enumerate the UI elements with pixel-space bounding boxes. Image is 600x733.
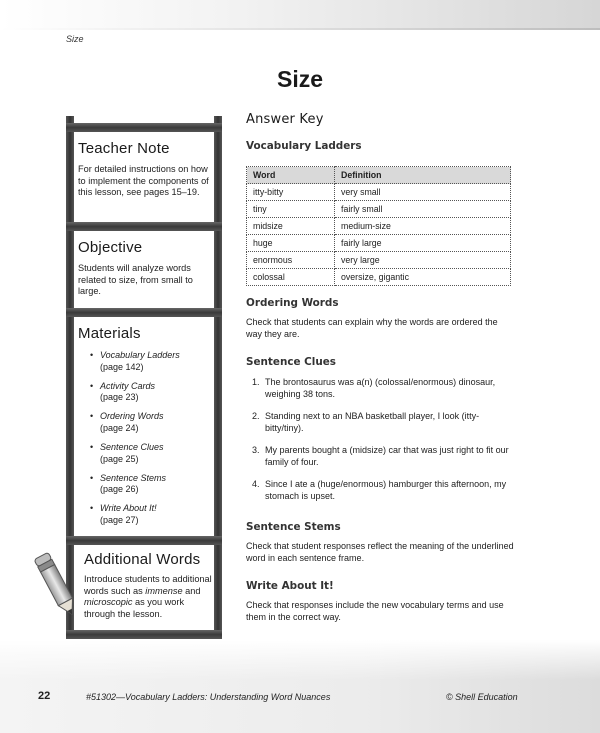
ladder-rung	[66, 222, 222, 231]
write-about-it-text: Check that responses include the new vocabulary terms and use them in the correct way.	[246, 600, 504, 622]
sentence-stems-text: Check that student responses reflect the meaning of the underlined word in each sentence frame.	[246, 541, 514, 563]
materials-list	[78, 350, 212, 527]
word-cell: midsize	[247, 218, 335, 235]
top-decorative-band	[0, 0, 600, 30]
list-item: 4. Since I ate a (huge/enormous) hamburger this afternoon, my stomach is upset.	[252, 479, 507, 501]
teacher-note-box	[78, 140, 212, 199]
table-row	[247, 269, 511, 286]
table-row	[247, 218, 511, 235]
materials-item: • Sentence Clues (page 25)	[90, 442, 212, 465]
ladder-rung	[66, 630, 222, 639]
sentence-stems-heading: Sentence Stems	[246, 521, 341, 533]
book-title: #51302—Vocabulary Ladders: Understanding Word Nuances	[86, 692, 331, 702]
table-header-row	[247, 167, 511, 184]
table-row	[247, 252, 511, 269]
word-cell: itty-bitty	[247, 184, 335, 201]
vocab-table	[246, 166, 511, 286]
list-item: 2. Standing next to an NBA basketball player, I look (itty-bitty/tiny).	[252, 411, 480, 433]
publisher: © Shell Education	[446, 692, 518, 702]
definition-cell: fairly small	[335, 201, 511, 218]
additional-words-box	[84, 551, 214, 620]
word-cell: huge	[247, 235, 335, 252]
definition-cell: oversize, gigantic	[335, 269, 511, 286]
table-row	[247, 184, 511, 201]
definition-cell: very large	[335, 252, 511, 269]
ordering-words-text: Check that students can explain why the words are ordered the way they are.	[246, 317, 498, 339]
ladder-rung	[66, 308, 222, 317]
bottom-decorative-band	[0, 640, 600, 733]
vocab-ladders-heading: Vocabulary Ladders	[246, 140, 362, 152]
additional-words-heading: Additional Words	[84, 551, 201, 568]
definition-cell: fairly large	[335, 235, 511, 252]
answer-key-heading: Answer Key	[246, 112, 324, 127]
write-about-it-heading: Write About It!	[246, 580, 334, 592]
materials-item: • Sentence Stems (page 26)	[90, 473, 212, 496]
page-number: 22	[38, 690, 51, 702]
definition-cell: medium-size	[335, 218, 511, 235]
ladder-rung	[66, 536, 222, 545]
list-item: 3. My parents bought a (midsize) car that was just right to fit our family of four.	[252, 445, 509, 467]
list-item: 1. The brontosaurus was a(n) (colossal/enormous) dinosaur, weighing 38 tons.	[252, 377, 496, 399]
table-row	[247, 235, 511, 252]
word-cell: colossal	[247, 269, 335, 286]
additional-words-text: Introduce students to additional words such as immense and microscopic as you work through the lesson.	[84, 574, 212, 619]
teacher-note-heading: Teacher Note	[78, 140, 170, 157]
definition-cell: very small	[335, 184, 511, 201]
sentence-clues-heading: Sentence Clues	[246, 356, 336, 368]
ladder-rung	[66, 123, 222, 132]
materials-item: • Ordering Words (page 24)	[90, 411, 212, 434]
objective-box	[78, 239, 212, 298]
objective-text: Students will analyze words related to size, from small to large.	[78, 263, 193, 297]
ladder-rail-right	[214, 116, 222, 638]
materials-item: • Activity Cards (page 23)	[90, 381, 212, 404]
running-head: Size	[66, 34, 84, 44]
word-cell: tiny	[247, 201, 335, 218]
objective-heading: Objective	[78, 239, 143, 256]
column-header: Word	[247, 167, 335, 184]
teacher-note-text: For detailed instructions on how to implement the components of this lesson, see pages 15–19.	[78, 164, 209, 198]
table-row	[247, 201, 511, 218]
ordering-words-heading: Ordering Words	[246, 297, 339, 309]
materials-heading: Materials	[78, 325, 141, 342]
word-cell: enormous	[247, 252, 335, 269]
column-header: Definition	[335, 167, 511, 184]
materials-item: • Vocabulary Ladders (page 142)	[90, 350, 212, 373]
materials-item: • Write About It! (page 27)	[90, 503, 212, 526]
pencil-icon	[28, 550, 86, 622]
materials-box	[78, 325, 212, 534]
page-title: Size	[276, 66, 324, 92]
sentence-clues-list	[246, 376, 514, 512]
